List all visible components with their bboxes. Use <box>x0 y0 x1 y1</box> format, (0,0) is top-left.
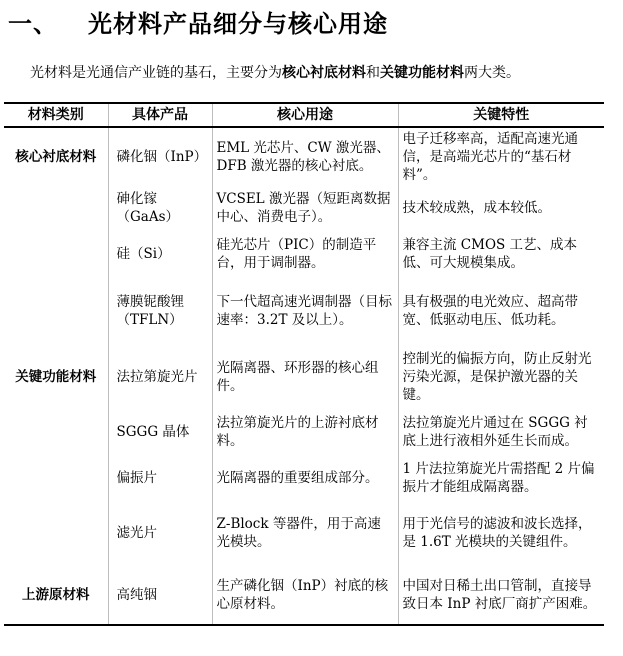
table-row <box>4 345 604 409</box>
row-product: 滤光片 <box>108 501 212 565</box>
row-feature: 具有极强的电光效应、超高带宽、低驱动电压、低功耗。 <box>398 277 604 345</box>
row-usage: 生产磷化铟（InP）衬底的核心原材料。 <box>212 565 398 625</box>
row-product: 法拉第旋光片 <box>108 345 212 409</box>
intro-middle: 和 <box>366 65 380 81</box>
table-row <box>4 455 604 501</box>
row-feature: 中国对日稀土出口管制，直接导致日本 InP 衬底厂商扩产困难。 <box>398 565 604 625</box>
header-product: 具体产品 <box>108 103 212 127</box>
row-feature: 兼容主流 CMOS 工艺、成本低、可大规模集成。 <box>398 231 604 277</box>
row-product: 偏振片 <box>108 455 212 501</box>
row-category: 核心衬底材料 <box>15 148 97 165</box>
materials-table <box>4 102 604 626</box>
row-feature: 控制光的偏振方向，防止反射光污染光源，是保护激光器的关键。 <box>398 345 604 409</box>
row-usage: 硅光芯片（PIC）的制造平台，用于调制器。 <box>212 231 398 277</box>
row-category <box>4 501 108 565</box>
intro-term-substrate: 核心衬底材料 <box>282 65 366 81</box>
section-title: 光材料产品细分与核心用途 <box>88 9 388 38</box>
table-row <box>4 277 604 345</box>
row-usage: 光隔离器的重要组成部分。 <box>212 455 398 501</box>
table-row <box>4 409 604 455</box>
row-feature: 用于光信号的滤波和波长选择，是 1.6T 光模块的关键组件。 <box>398 501 604 565</box>
row-feature: 法拉第旋光片通过在 SGGG 衬底上进行液相外延生长而成。 <box>398 409 604 455</box>
header-feature: 关键特性 <box>398 103 604 127</box>
row-usage: VCSEL 激光器（短距离数据中心、消费电子）。 <box>212 185 398 231</box>
row-usage: Z-Block 等器件，用于高速光模块。 <box>212 501 398 565</box>
row-product: SGGG 晶体 <box>108 409 212 455</box>
row-category <box>4 409 108 455</box>
row-category <box>4 455 108 501</box>
intro-suffix: 两大类。 <box>464 65 520 81</box>
row-category: 关键功能材料 <box>15 369 97 385</box>
section-number: 一、 <box>8 9 58 38</box>
table-row <box>4 231 604 277</box>
row-product: 磷化铟（InP） <box>108 127 212 185</box>
row-feature: 电子迁移率高，适配高速光通信，是高端光芯片的“基石材料”。 <box>398 127 604 185</box>
row-product: 高纯铟 <box>108 565 212 625</box>
table-row <box>4 185 604 231</box>
row-feature: 1 片法拉第旋光片需搭配 2 片偏振片才能组成隔离器。 <box>398 455 604 501</box>
row-usage: EML 光芯片、CW 激光器、DFB 激光器的核心衬底。 <box>212 127 398 185</box>
row-category: 上游原材料 <box>4 565 108 625</box>
row-feature: 技术较成熟，成本较低。 <box>398 185 604 231</box>
table-row <box>4 565 604 625</box>
header-usage: 核心用途 <box>212 103 398 127</box>
table-row <box>4 127 604 185</box>
row-product: 硅（Si） <box>108 231 212 277</box>
intro-prefix: 光材料是光通信产业链的基石，主要分为 <box>30 65 282 81</box>
header-category: 材料类别 <box>4 103 108 127</box>
row-usage: 光隔离器、环形器的核心组件。 <box>212 345 398 409</box>
section-heading <box>8 4 388 38</box>
row-category <box>4 277 108 345</box>
table-header-row <box>4 103 604 127</box>
intro-term-functional: 关键功能材料 <box>380 65 464 81</box>
row-usage: 下一代超高速光调制器（目标速率：3.2T 及以上）。 <box>212 277 398 345</box>
row-product: 薄膜铌酸锂（TFLN） <box>108 277 212 345</box>
row-category <box>4 231 108 277</box>
row-product: 砷化镓（GaAs） <box>108 185 212 231</box>
row-usage: 法拉第旋光片的上游衬底材料。 <box>212 409 398 455</box>
row-category <box>4 185 108 231</box>
table-row <box>4 501 604 565</box>
intro-paragraph <box>30 62 520 82</box>
